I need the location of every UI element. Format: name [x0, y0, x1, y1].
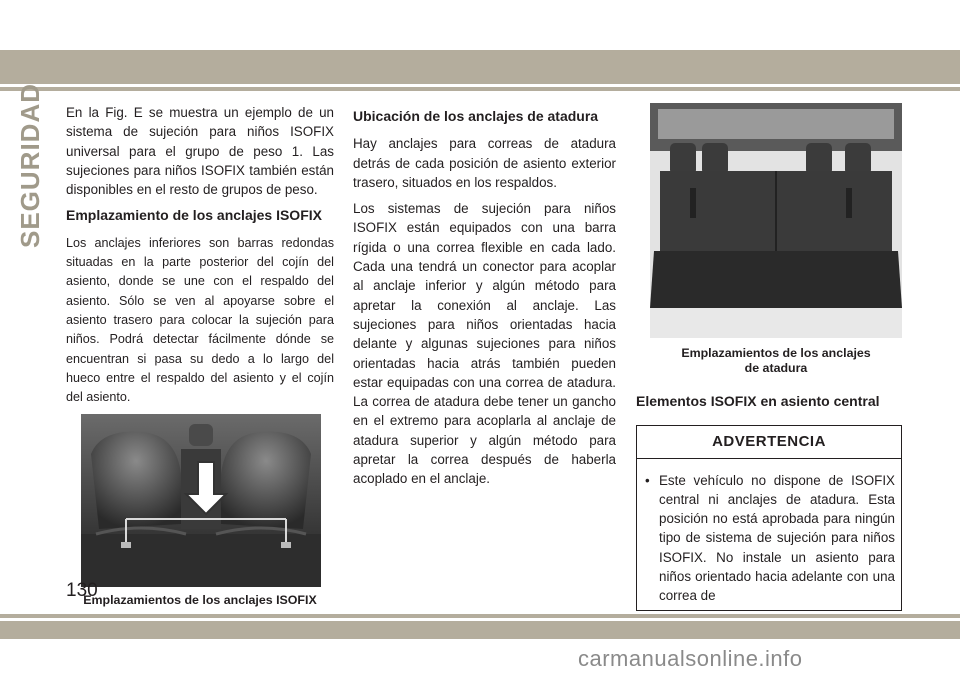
tether-paragraph-2: Los sistemas de sujeción para niños ISOFIX están equipados con una barra rígida o una correa flexible en cada lado. Cada una tendrá un conector para acoplar al anclaje inferior y algún método para apretar la conexión al anclaje. Las sujeciones para niños orientadas hacia delante y algunas sujeciones para niños orientadas hacia atrás también pueden estar equipadas con una correa de atadura. La correa de atadura debe tener un gancho en el extremo para acoplarla al anclaje de atadura superior y algún método para apretar la correa después de haberla acoplado en el anclaje. — [353, 201, 616, 487]
section-tab-label: SEGURIDAD — [14, 82, 45, 248]
warning-body — [637, 459, 901, 610]
header-band — [0, 50, 960, 84]
warning-text: Este vehículo no dispone de ISOFIX central ni anclajes de atadura. Esta posición no está aprobada para ningún tipo de sistema de sujeción para niños ISOFIX. No instale un asiento para niños orientado hacia adelante con una correa de — [659, 472, 895, 604]
warning-title: ADVERTENCIA — [637, 426, 901, 458]
section-tab — [8, 82, 52, 248]
tether-anchor-photo — [650, 103, 902, 338]
isofix-anchor-photo — [81, 414, 321, 587]
column-3 — [636, 103, 902, 611]
watermark: carmanualsonline.info — [578, 646, 803, 671]
top-margin — [0, 0, 960, 50]
footer-band — [0, 621, 960, 639]
header-rule — [0, 87, 960, 91]
tether-location-heading: Ubicación de los anclajes de atadura — [353, 108, 599, 124]
page-number: 130 — [66, 580, 98, 601]
tether-paragraph-1: Hay anclajes para correas de atadura detrás de cada posición de asiento exterior trasero, situados en los respaldos. — [353, 136, 616, 190]
intro-paragraph: En la Fig. E se muestra un ejemplo de un sistema de sujeción para niños ISOFIX universal para el grupo de peso 1. Las sujeciones para niños ISOFIX también están disponibles en el resto de grupos de peso. — [66, 105, 334, 198]
center-seat-heading: Elementos ISOFIX en asiento central — [636, 393, 880, 409]
tether-figure-caption: Emplazamientos de los anclajes de atadura — [681, 346, 871, 375]
isofix-location-paragraph: Los anclajes inferiores son barras redondas situadas en la parte posterior del cojín del asiento, donde se une con el respaldo del asiento. Sólo se ven al apoyarse sobre el asiento trasero para colocar la sujeción para niños. Podrá detectar fácilmente dónde se encuentran si pasa su dedo a lo largo del hueco entre el respaldo del asiento y el cojín del asiento. — [66, 235, 334, 405]
column-2 — [353, 103, 616, 496]
isofix-figure-caption: Emplazamientos de los anclajes ISOFIX — [83, 593, 317, 608]
rear-seat-illustration — [81, 414, 321, 587]
isofix-location-heading: Emplazamiento de los anclajes ISOFIX — [66, 207, 322, 224]
footer-rule — [0, 614, 960, 618]
warning-bullet: • — [645, 472, 650, 488]
column-1 — [66, 103, 334, 608]
warning-box — [636, 425, 902, 610]
cargo-area-illustration — [650, 103, 902, 338]
